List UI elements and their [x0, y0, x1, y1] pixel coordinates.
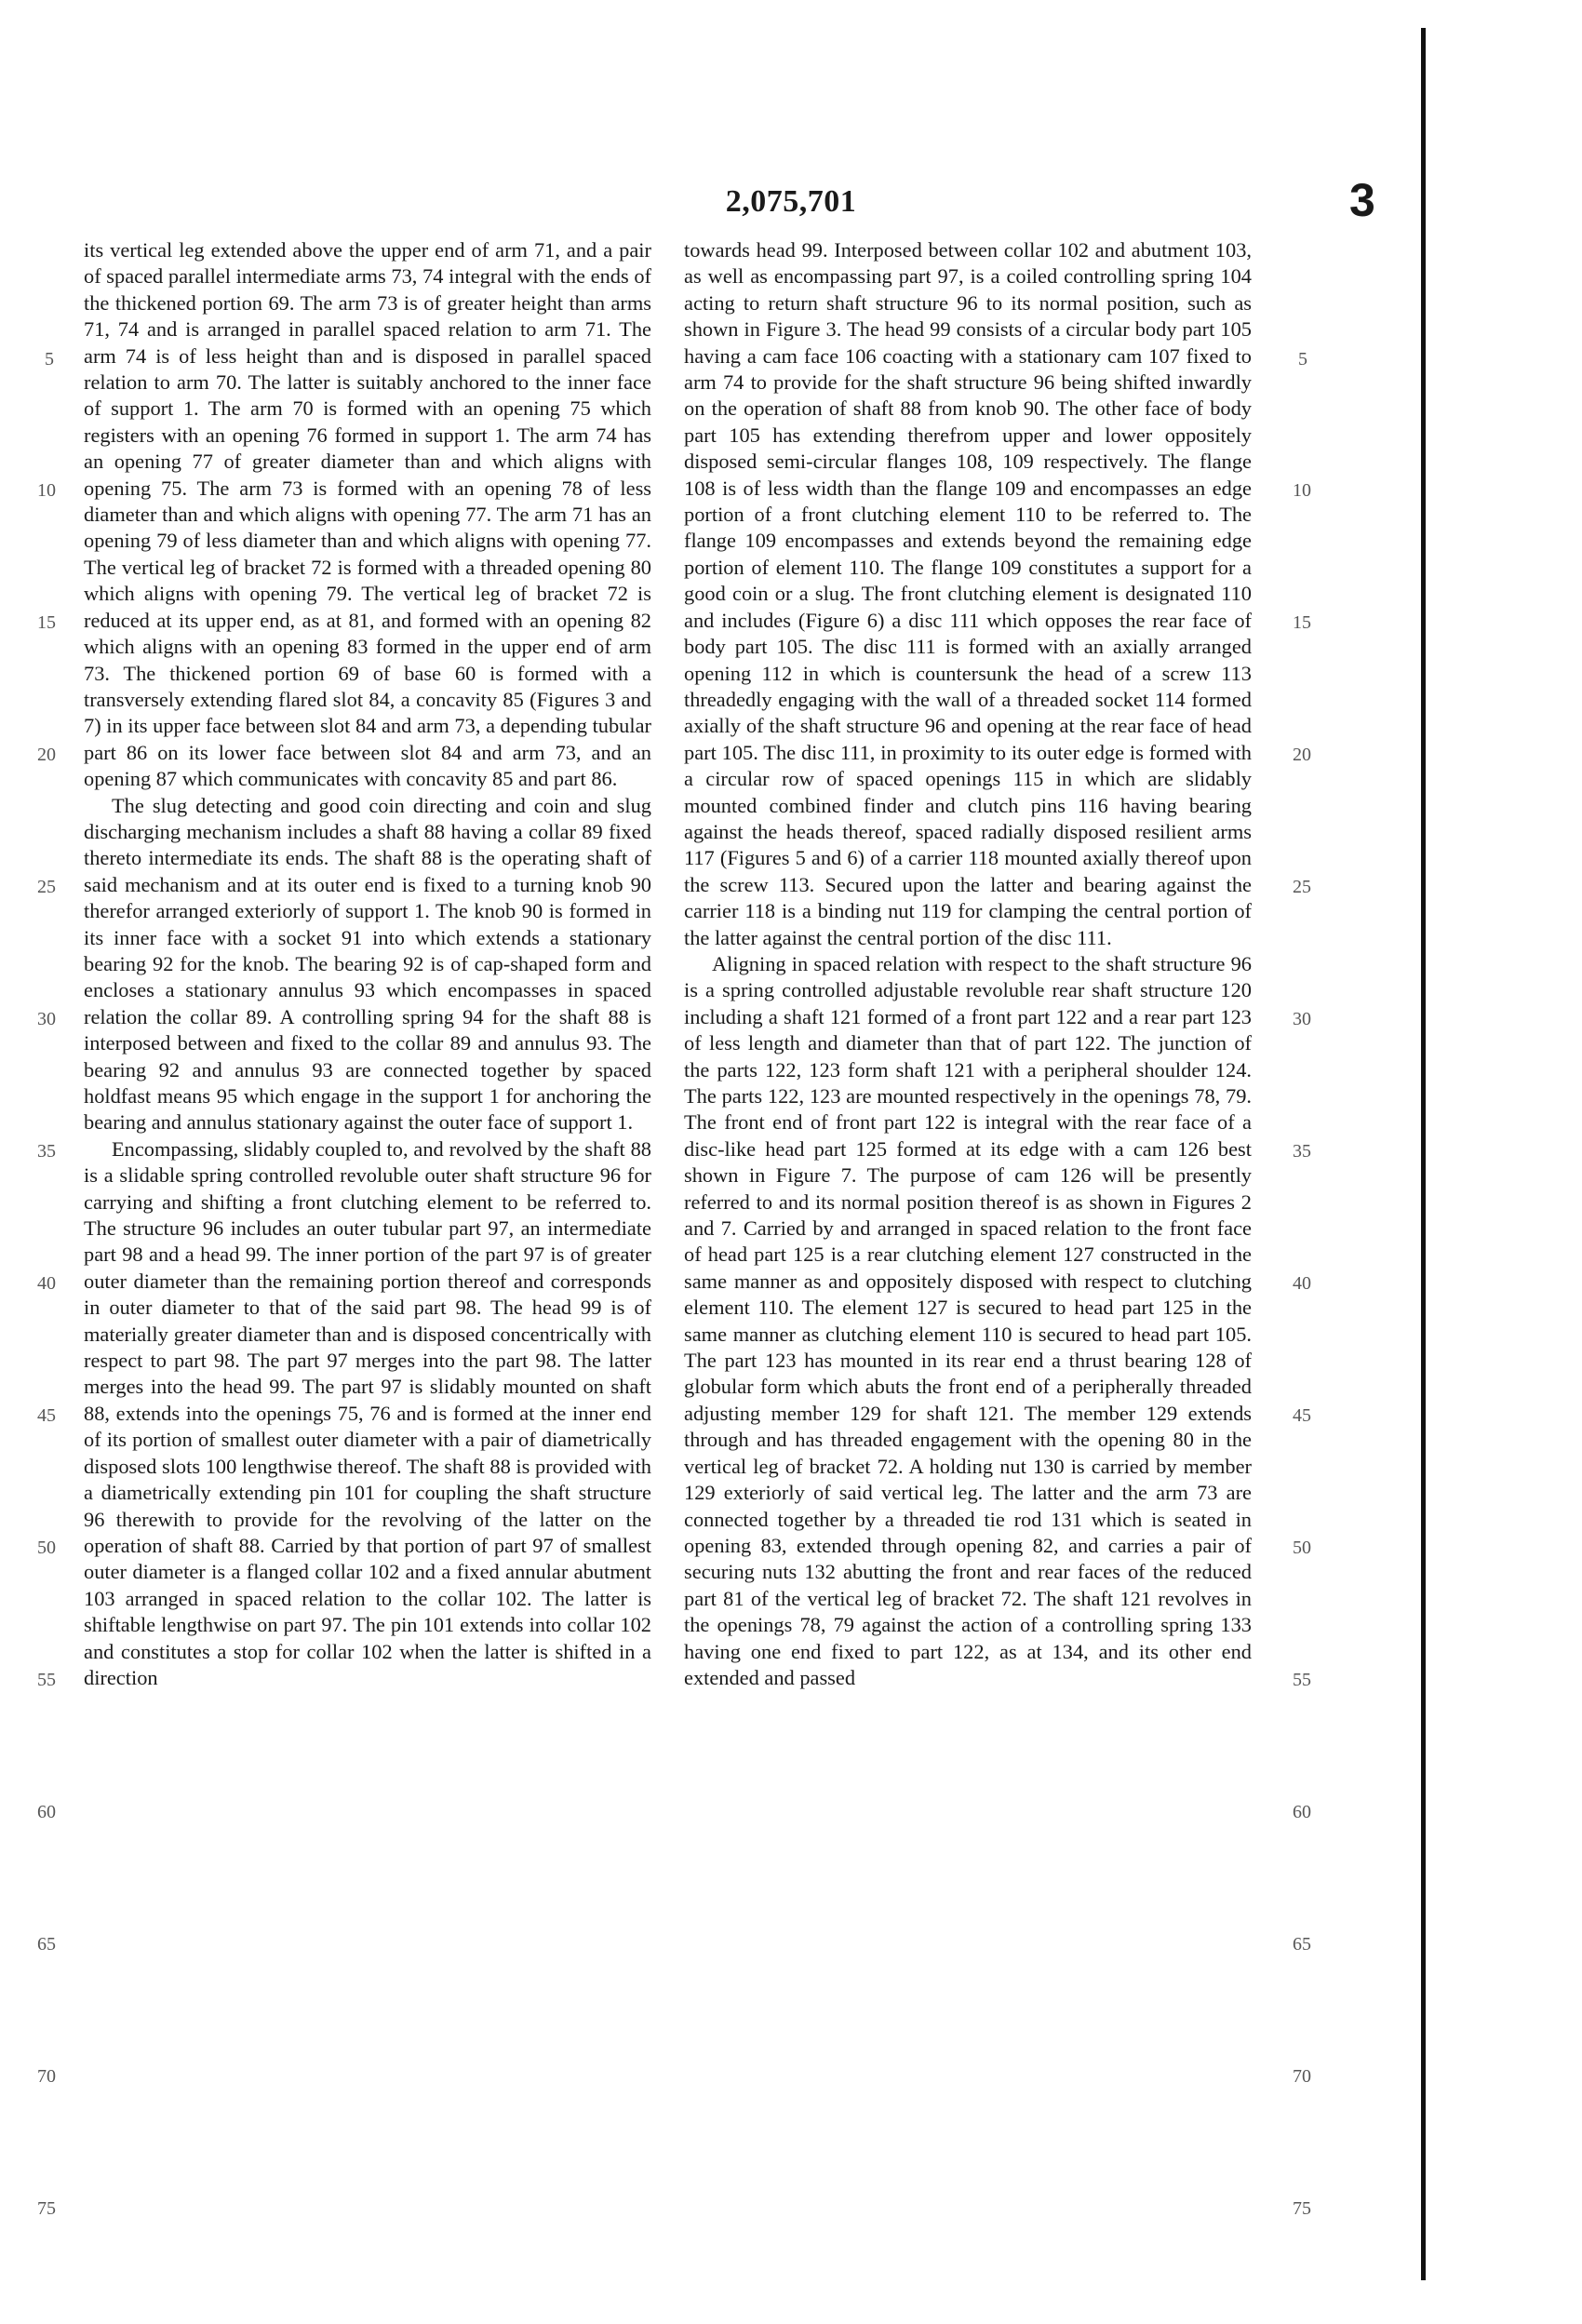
- line-number-right: 75: [1293, 2198, 1311, 2219]
- line-number-left: 50: [37, 1538, 56, 1558]
- line-number-right: 65: [1293, 1934, 1311, 1955]
- line-number-left: 70: [37, 2066, 56, 2087]
- line-number-right: 15: [1293, 612, 1311, 633]
- line-number-right: 60: [1293, 1802, 1311, 1822]
- line-number-left: 40: [37, 1273, 56, 1294]
- line-number-left: 5: [45, 349, 54, 369]
- line-number-right: 10: [1293, 480, 1311, 501]
- line-number-right: 30: [1293, 1009, 1311, 1029]
- line-number-right: 20: [1293, 745, 1311, 765]
- line-number-left: 35: [37, 1141, 56, 1162]
- line-number-right: 70: [1293, 2066, 1311, 2087]
- line-number-right: 40: [1293, 1273, 1311, 1294]
- line-number-left: 15: [37, 612, 56, 633]
- left-paragraph-3: Encompassing, slidably coupled to, and revolved by the shaft 88 is a slidable spring controlled revoluble outer shaft structure 96 for carrying and shifting a front clutching element to be referred to. The structure 96 includes an outer tubular part 97, an intermediate part 98 and a head 99. The inner portion of the part 97 is of greater outer diameter than the remaining portion thereof and corresponds in outer diameter to that of the said part 98. The head 99 is of materially greater diameter than and is disposed concentrically with respect to part 98. The part 97 merges into the part 98. The latter merges into the head 99. The part 97 is slidably mounted on shaft 88, extends into the openings 75, 76 and is formed at the inner end of its portion of smallest outer diameter with a pair of diametrically disposed slots 100 lengthwise thereof. The shaft 88 is provided with a diametrically extending pin 101 for coupling the shaft structure 96 therewith to provide for the revolving of the latter on the operation of shaft 88. Carried by that portion of part 97 of smallest outer diameter is a flanged collar 102 and a fixed annular abutment 103 arranged in spaced relation to the collar 102. The latter is shiftable lengthwise on part 97. The pin 101 extends into collar 102 and constitutes a stop for collar 102 when the latter is shifted in a direction: [84, 1136, 651, 1689]
- line-number-left: 10: [37, 480, 56, 501]
- sheet-number: 3: [1349, 174, 1375, 226]
- margin-rule: [1421, 28, 1426, 2280]
- line-number-left: 25: [37, 877, 56, 897]
- page-number: 2,075,701: [725, 184, 857, 219]
- line-number-right: 50: [1293, 1538, 1311, 1558]
- line-number-left: 30: [37, 1009, 56, 1029]
- line-number-right: 5: [1298, 349, 1307, 369]
- line-number-left: 45: [37, 1405, 56, 1426]
- left-paragraph-2: The slug detecting and good coin directing and coin and slug discharging mechanism includes a shaft 88 having a collar 89 fixed thereto intermediate its ends. The shaft 88 is the operating shaft of said mechanism and at its outer end is fixed to a turning knob 90 therefor arranged exteriorly of support 1. The knob 90 is formed in its inner face with a socket 91 into which extends a stationary bearing 92 for the knob. The bearing 92 is of cap-shaped form and encloses a stationary annulus 93 which encompasses in spaced relation the collar 89. A controlling spring 94 for the shaft 88 is interposed between and fixed to the collar 89 and annulus 93. The bearing 92 and annulus 93 are connected together by spaced holdfast means 95 which engage in the support 1 for anchoring the bearing and annulus stationary against the outer face of support 1.: [84, 793, 651, 1135]
- line-number-right: 55: [1293, 1670, 1311, 1690]
- right-paragraph-2: Aligning in spaced relation with respect to the shaft structure 96 is a spring controlled adjustable revoluble rear shaft structure 120 including a shaft 121 formed of a front part 122 and a rear part 123 of less length and diameter than that of part 122. The junction of the parts 122, 123 form shaft 121 with a peripheral shoulder 124. The parts 122, 123 are mounted respectively in the openings 78, 79. The front end of front part 122 is integral with the rear face of a disc-like head part 125 formed at its edge with a cam 126 best shown in Figure 7. The purpose of cam 126 will be presently referred to and its normal position thereof is as shown in Figures 2 and 7. Carried by and arranged in spaced relation to the front face of head part 125 is a rear clutching element 127 constructed in the same manner as and oppositely disposed with respect to clutching element 110. The element 127 is secured to head part 125 in the same manner as clutching element 110 is secured to head part 105. The part 123 has mounted in its rear end a thrust bearing 128 of globular form which abuts the front end of a peripherally threaded adjusting member 129 for shaft 121. The member 129 extends through and has threaded engagement with the opening 80 in the vertical leg of bracket 72. A holding nut 130 is carried by member 129 exteriorly of said vertical leg. The latter and the arm 73 are connected together by a threaded tie rod 131 which is seated in opening 83, extended through opening 82, and carries a pair of securing nuts 132 abutting the front and rear faces of the reduced part 81 of the vertical leg of bracket 72. The shaft 121 revolves in the openings 78, 79 against the action of a controlling spring 133 having one end fixed to part 122, as at 134, and its other end extended and passed: [684, 951, 1252, 1689]
- line-number-right: 45: [1293, 1405, 1311, 1426]
- line-number-left: 55: [37, 1670, 56, 1690]
- left-paragraph-1: its vertical leg extended above the upper end of arm 71, and a pair of spaced parallel intermediate arms 73, 74 integral with the ends of the thickened portion 69. The arm 73 is of greater height than arms 71, 74 and is arranged in parallel spaced relation to arm 71. The arm 74 is of less height than and is disposed in parallel spaced relation to arm 70. The latter is suitably anchored to the inner face of support 1. The arm 70 is formed with an opening 75 which registers with an opening 76 formed in support 1. The arm 74 has an opening 77 of greater diameter than and which aligns with opening 75. The arm 73 is formed with an opening 78 of less diameter than and which aligns with opening 77. The arm 71 has an opening 79 of less diameter than and which aligns with opening 77. The vertical leg of bracket 72 is formed with a threaded opening 80 which aligns with opening 79. The vertical leg of bracket 72 is reduced at its upper end, as at 81, and formed with an opening 82 which aligns with an opening 83 formed in the upper end of arm 73. The thickened portion 69 of base 60 is formed with a transversely extending flared slot 84, a concavity 85 (Figures 3 and 7) in its upper face between slot 84 and arm 73, a depending tubular part 86 on its lower face between slot 84 and arm 73, and an opening 87 which communicates with concavity 85 and part 86.: [84, 238, 651, 791]
- line-number-left: 65: [37, 1934, 56, 1955]
- line-number-right: 25: [1293, 877, 1311, 897]
- left-column: [84, 237, 651, 1691]
- line-number-left: 75: [37, 2198, 56, 2219]
- right-column: [684, 237, 1252, 1691]
- right-paragraph-1: towards head 99. Interposed between collar 102 and abutment 103, as well as encompassing part 97, is a coiled controlling spring 104 acting to return shaft structure 96 to its normal position, such as shown in Figure 3. The head 99 consists of a circular body part 105 having a cam face 106 coacting with a stationary cam 107 fixed to arm 74 to provide for the shaft structure 96 being shifted inwardly on the operation of shaft 88 from knob 90. The other face of body part 105 has extending therefrom upper and lower oppositely disposed semi-circular flanges 108, 109 respectively. The flange 108 is of less width than the flange 109 and encompasses an edge portion of a front clutching element 110 to be referred to. The flange 109 encompasses and extends beyond the remaining edge portion of element 110. The flange 109 constitutes a support for a good coin or a slug. The front clutching element is designated 110 and includes (Figure 6) a disc 111 which opposes the rear face of body part 105. The disc 111 is formed with an axially arranged opening 112 in which is countersunk the head of a screw 113 threadedly engaging with the wall of a threaded socket 114 formed axially of the shaft structure 96 and opening at the rear face of head part 105. The disc 111, in proximity to its outer edge is formed with a circular row of spaced openings 115 in which are slidably mounted combined finder and clutch pins 116 having bearing against the heads thereof, spaced radially disposed resilient arms 117 (Figures 5 and 6) of a carrier 118 mounted axially thereof upon the screw 113. Secured upon the latter and bearing against the carrier 118 is a binding nut 119 for clamping the central portion of the latter against the central portion of the disc 111.: [684, 238, 1252, 949]
- line-number-left: 60: [37, 1802, 56, 1822]
- line-number-left: 20: [37, 745, 56, 765]
- line-number-right: 35: [1293, 1141, 1311, 1162]
